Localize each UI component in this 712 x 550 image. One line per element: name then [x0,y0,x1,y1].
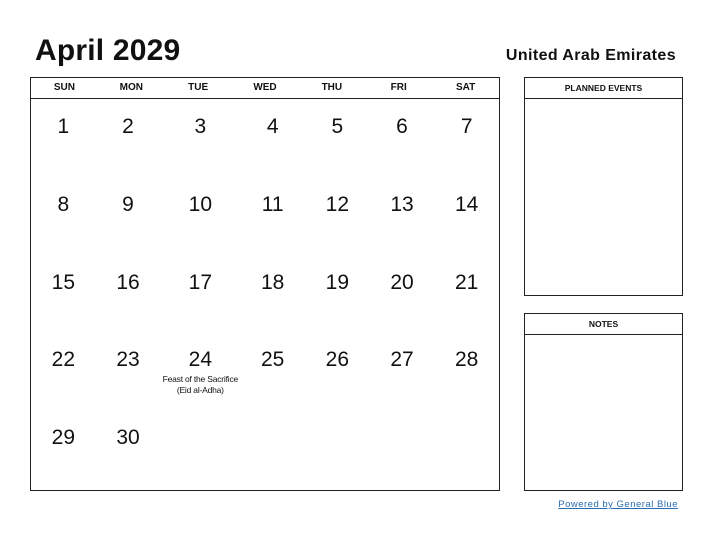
day-cell [305,99,370,177]
day-cell [31,332,96,410]
day-number: 16 [116,270,140,294]
day-number: 3 [194,115,207,138]
day-number: 10 [188,192,212,216]
day-number: 13 [390,192,414,216]
day-cell [160,99,240,177]
day-cell [160,332,240,410]
weekday-label: MON [119,82,143,93]
day-cell [305,177,370,255]
day-cell [434,332,499,410]
day-cell [31,99,96,177]
day-cell [240,410,305,488]
calendar-days [31,99,499,488]
day-cell [96,410,161,488]
notes-box [524,313,683,491]
day-cell [240,99,305,177]
planned-events-heading: PLANNED EVENTS [525,78,682,99]
day-cell [240,255,305,333]
day-cell [160,177,240,255]
day-cell [96,177,161,255]
day-cell [434,177,499,255]
notes-heading: NOTES [525,314,682,335]
day-number: 5 [331,115,344,138]
day-cell [305,410,370,488]
day-cell [370,99,435,177]
day-number: 25 [260,348,285,372]
day-number: 22 [51,348,75,372]
day-cell [31,177,96,255]
day-cell [160,255,240,333]
day-cell [96,99,161,177]
day-cell [370,255,435,333]
day-number: 6 [396,115,408,138]
day-number: 1 [57,115,70,138]
day-cell [160,410,240,488]
day-number: 29 [51,426,75,450]
day-number: 17 [188,270,212,294]
day-number: 24 [188,348,212,372]
day-number: 18 [260,270,285,294]
day-number: 23 [116,348,140,372]
day-number: 4 [266,115,279,138]
day-number: 9 [122,192,134,216]
day-cell [96,255,161,333]
weekday-label: FRI [390,82,407,93]
day-number: 20 [390,270,414,294]
day-cell [370,332,435,410]
calendar-grid [30,77,500,491]
day-cell [370,410,435,488]
day-number: 15 [51,270,75,294]
day-cell [434,255,499,333]
weekday-label: SUN [53,82,75,93]
holiday-label: Feast of the Sacrifice (Eid al-Adha) [162,374,239,396]
day-number: 2 [122,115,134,138]
page-title: April 2029 [35,34,181,67]
day-number: 27 [390,348,414,372]
weekday-label: TUE [188,82,209,93]
day-number: 30 [116,426,140,450]
weekday-header [31,78,499,99]
day-number: 12 [325,192,349,216]
day-cell [240,177,305,255]
day-cell [240,332,305,410]
weekday-label: WED [253,82,277,93]
day-cell [305,255,370,333]
day-cell [31,410,96,488]
planned-events-box [524,77,683,296]
day-cell [305,332,370,410]
day-number: 8 [57,192,70,216]
day-number: 14 [454,192,479,216]
day-number: 19 [325,270,349,294]
day-number: 26 [325,348,349,372]
weekday-label: THU [321,82,343,93]
day-cell [434,410,499,488]
day-cell [370,177,435,255]
day-cell [31,255,96,333]
day-number: 11 [261,192,284,216]
weekday-label: SAT [455,82,476,93]
day-cell [434,99,499,177]
day-cell [96,332,161,410]
day-number: 28 [454,348,479,372]
country-label: United Arab Emirates [505,47,676,64]
powered-by-link[interactable]: Powered by General Blue [558,499,678,510]
day-number: 7 [460,115,473,138]
day-number: 21 [454,270,479,294]
